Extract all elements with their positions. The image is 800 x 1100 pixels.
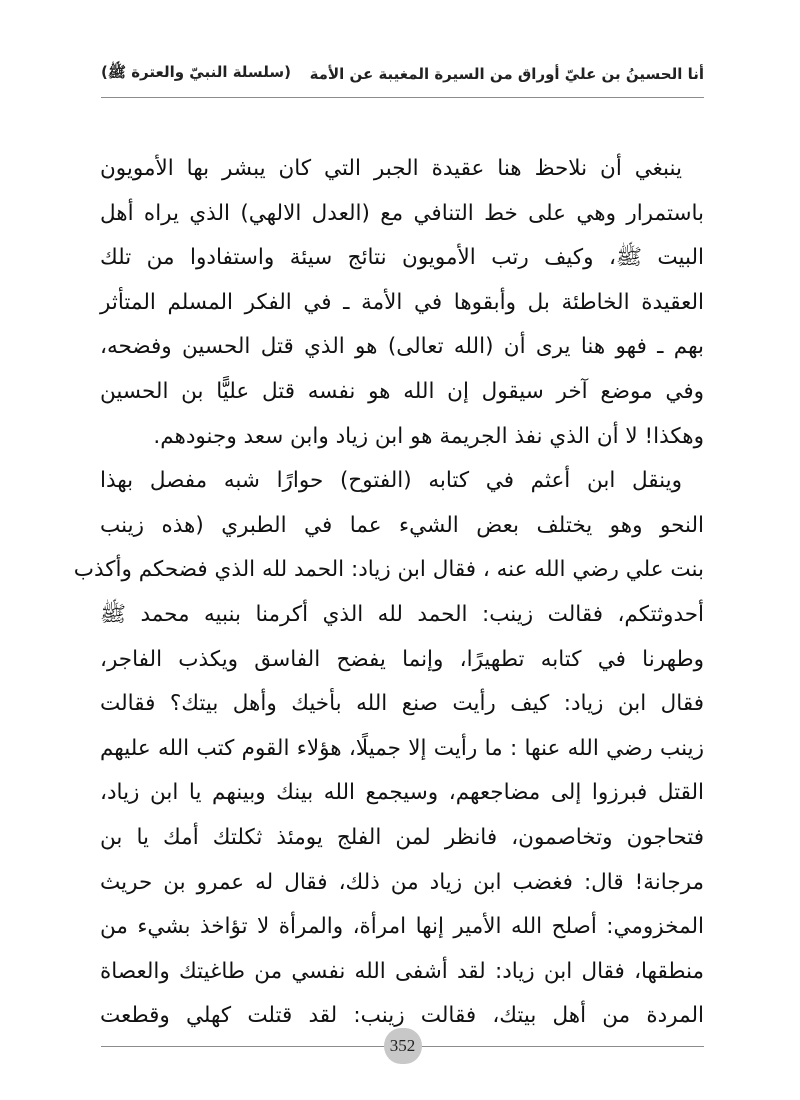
text-line: بنت علي رضي الله عنه ، فقال ابن زياد: الحمد لله الذي فضحكم وأكذب [73, 557, 704, 583]
text-line: المردة من أهل بيتك، فقالت زينب: لقد قتلت كهلي وقطعت [100, 1003, 704, 1029]
body-text [73, 147, 704, 1039]
text-line: فتحاجون وتخاصمون، فانظر لمن الفلج يومئذ ثكلتك أمك يا بن [100, 824, 704, 850]
text-line: بهم ـ فهو هنا يرى أن (الله تعالى) هو الذي قتل الحسين وفضحه، [100, 334, 704, 360]
text-line: وطهرنا في كتابه تطهيرًا، وإنما يفضح الفاسق ويكذب الفاجر، [100, 646, 704, 672]
text-line: ينبغي أن نلاحظ هنا عقيدة الجبر التي كان يبشر بها الأمويون [100, 156, 682, 181]
text-line: المخزومي: أصلح الله الأمير إنها امرأة، والمرأة لا تؤاخذ بشيء من [100, 914, 704, 940]
text-line: وينقل ابن أعثم في كتابه (الفتوح) حوارًا شبه مفصل بهذا [100, 468, 682, 494]
text-line: وهكذا! لا أن الذي نفذ الجريمة هو ابن زياد وابن سعد وجنودهم. [153, 423, 704, 449]
text-line: النحو وهو يختلف بعض الشيء عما في الطبري (هذه زينب [100, 512, 704, 538]
page-footer [101, 1028, 704, 1064]
text-line: العقيدة الخاطئة بل وأبقوها في الأمة ـ في الفكر المسلم المتأثر [100, 289, 704, 315]
text-line: القتل فبرزوا إلى مضاجعهم، وسيجمع الله بينك وبينهم يا ابن زياد، [100, 780, 704, 806]
text-line: زينب رضي الله عنها : ما رأيت إلا جميلًا، هؤلاء القوم كتب الله عليهم [100, 735, 704, 761]
running-header [101, 58, 704, 90]
text-line: وفي موضع آخر سيقول إن الله هو نفسه قتل عليًّا بن الحسين [100, 378, 704, 404]
text-line: باستمرار وهي على خط التنافي مع (العدل الالهي) الذي يراه أهل [100, 200, 704, 226]
header-divider [101, 97, 704, 98]
page-number-badge: 352 [384, 1028, 422, 1064]
text-line: مرجانة! قال: فغضب ابن زياد من ذلك، فقال له عمرو بن حريث [100, 869, 704, 895]
text-line: منطقها، فقال ابن زياد: لقد أشفى الله نفسي من طاغيتك والعصاة [100, 958, 704, 984]
text-line: البيت ﷺ، وكيف رتب الأمويون نتائج سيئة واستفادوا من تلك [100, 245, 704, 271]
text-line: فقال ابن زياد: كيف رأيت صنع الله بأخيك وأهل بيتك؟ فقالت [100, 691, 704, 717]
header-series-title: (سلسلة النبيّ والعترة ﷺ) [101, 63, 291, 81]
header-book-title: أنا الحسينُ بن عليّ أوراق من السيرة المغيبة عن الأمة [309, 65, 704, 83]
text-line: أحدوثتكم، فقالت زينب: الحمد لله الذي أكرمنا بنبيه محمد ﷺ [100, 601, 704, 627]
